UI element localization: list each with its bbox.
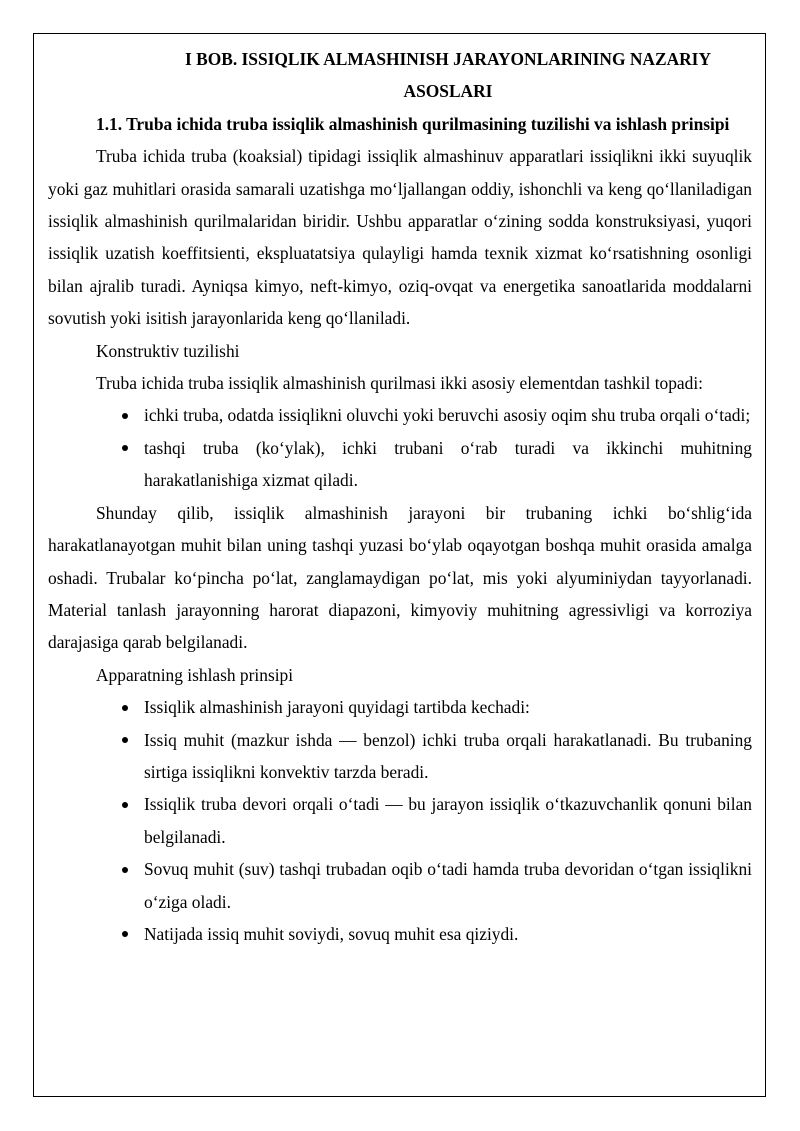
bullet-icon <box>119 399 131 431</box>
list-item-text: ichki truba, odatda issiqlikni oluvchi yoki beruvchi asosiy oqim shu truba orqali o‘tadi; <box>144 405 751 426</box>
list-item-text: Issiqlik truba devori orqali o‘tadi — bu jarayon issiqlik o‘tkazuvchanlik qonuni bilan belgilanadi. <box>144 794 752 847</box>
principle-heading: Apparatning ishlash prinsipi <box>96 664 294 685</box>
process-paragraph: Shunday qilib, issiqlik almashinish jarayoni bir trubaning ichki bo‘shlig‘ida harakatlanayotgan muhit bilan uning tashqi yuzasi bo‘ylab oqayotgan boshqa muhit orasida amalga oshadi. Trubalar ko‘pincha po‘lat, zanglamaydigan po‘lat, mis yoki alyuminiydan tayyorlanadi. Material tanlash jarayonning harorat diapazoni, kimyoviy muhitning agressivligi va korroziya darajasiga qarab belgilanadi. <box>48 502 752 653</box>
bullet-icon <box>119 853 131 885</box>
bullet-icon <box>119 432 131 464</box>
chapter-title-line1: I BOB. ISSIQLIK ALMASHINISH JARAYONLARINING NAZARIY <box>184 49 712 69</box>
intro-paragraph: Truba ichida truba (koaksial) tipidagi issiqlik almashinuv apparatlari issiqlikni ikki suyuqlik yoki gaz muhitlari orasida samarali uzatishga mo‘ljallangan oddiy, ishonchli va keng qo‘llaniladigan issiqlik almashinish qurilmalaridan biridir. Ushbu apparatlar o‘zining sodda konstruksiyasi, yuqori issiqlik uzatish koeffitsienti, ekspluatatsiya qulayligi hamda texnik xizmat ko‘rsatishning osonligi bilan ajralib turadi. Ayniqsa kimyo, neft-kimyo, oziq-ovqat va energetika sanoatlarida moddalarni sovutish yoki isitish jarayonlarida keng qo‘llaniladi. <box>48 146 752 329</box>
list-item <box>48 432 752 497</box>
list-item <box>48 853 752 918</box>
list-item <box>48 788 752 853</box>
bullet-icon <box>119 724 131 756</box>
list-item <box>48 724 752 789</box>
list-item-text: tashqi truba (ko‘ylak), ichki trubani o‘rab turadi va ikkinchi muhitning harakatlanishiga xizmat qiladi. <box>144 437 752 491</box>
section-heading: 1.1. Truba ichida truba issiqlik almashinish qurilmasining tuzilishi va ishlash prinsipi <box>96 113 730 134</box>
construction-heading: Konstruktiv tuzilishi <box>96 340 240 361</box>
chapter-title-line2: ASOSLARI <box>403 81 493 102</box>
principle-list <box>48 691 752 950</box>
bullet-icon <box>119 691 131 723</box>
bullet-icon <box>119 918 131 950</box>
bullet-icon <box>119 788 131 820</box>
list-item-text: Natijada issiq muhit soviydi, sovuq muhit esa qiziydi. <box>144 923 519 944</box>
list-item <box>48 399 752 431</box>
list-item-text: Issiqlik almashinish jarayoni quyidagi tartibda kechadi: <box>144 697 530 718</box>
list-item <box>48 918 752 950</box>
list-item <box>48 691 752 723</box>
construction-paragraph: Truba ichida truba issiqlik almashinish qurilmasi ikki asosiy elementdan tashkil topadi: <box>96 373 703 394</box>
construction-list <box>48 399 752 496</box>
document-body <box>48 43 752 950</box>
list-item-text: Sovuq muhit (suv) tashqi trubadan oqib o‘tadi hamda truba devoridan o‘tgan issiqlikni o‘ziga oladi. <box>144 859 752 912</box>
list-item-text: Issiq muhit (mazkur ishda — benzol) ichki truba orqali harakatlanadi. Bu trubaning sirtiga issiqlikni konvektiv tarzda beradi. <box>144 729 752 782</box>
